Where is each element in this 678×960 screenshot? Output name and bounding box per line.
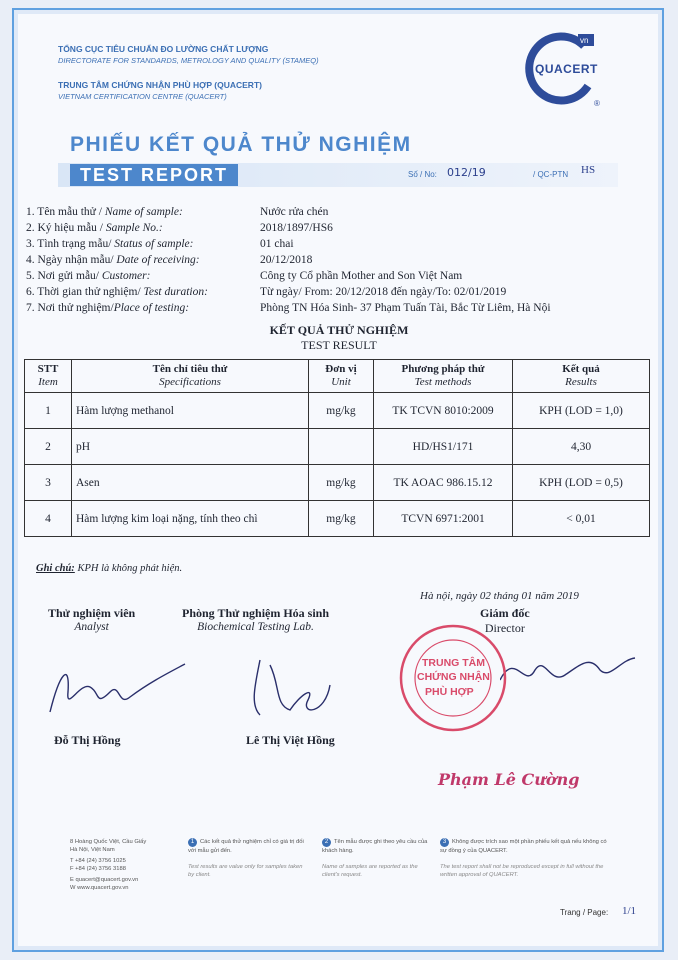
- col-unit-header: Đơn vị Unit: [309, 360, 374, 393]
- title-en: TEST REPORT: [70, 164, 238, 186]
- note: Ghi chú: KPH là không phát hiện.: [36, 563, 183, 574]
- report-no-label: Số / No:: [408, 170, 437, 179]
- info-value: Nước rửa chén: [260, 206, 329, 218]
- result-title-vn: KẾT QUẢ THỬ NGHIỆM: [269, 323, 409, 337]
- info-value: Công ty Cổ phần Mother and Son Việt Nam: [260, 270, 463, 282]
- analyst-title: Thử nghiệm viên Analyst: [48, 606, 136, 633]
- table-row: 3 Asen mg/kg TK AOAC 986.15.12 KPH (LOD = 0,5): [25, 465, 650, 501]
- footer-note-3: 3 Không được trích sao một phần phiếu kết quả nếu không có sự đồng ý của QUACERT. The test report shall not be reproduced except in full without the written approval of QUACERT.: [440, 839, 607, 878]
- footer-note-2: 2 Tên mẫu được ghi theo yêu cầu của khách hàng. Name of samples are reported as the client's request.: [322, 839, 428, 878]
- info-value: Từ ngày/ From: 20/12/2018 đến ngày/To: 02/01/2019: [260, 286, 507, 298]
- results-table: [24, 359, 650, 537]
- table-row: 2 pH HD/HS1/171 4,30: [25, 429, 650, 465]
- report-no-handwritten: HS: [581, 164, 596, 176]
- analyst-signature: [40, 652, 190, 722]
- info-value: 2018/1897/HS6: [260, 222, 333, 234]
- date-line: Hà nội, ngày 02 tháng 01 năm 2019: [420, 590, 579, 602]
- stamp-line1: TRUNG TÂM: [422, 657, 485, 669]
- stamp-line3: PHÙ HỢP: [425, 686, 474, 698]
- org-name-vn: TỔNG CỤC TIÊU CHUẨN ĐO LƯỜNG CHẤT LƯỢNG: [58, 44, 269, 54]
- centre-name-vn: TRUNG TÂM CHỨNG NHẬN PHÙ HỢP (QUACERT): [58, 80, 262, 90]
- table-header-row: [25, 360, 650, 393]
- centre-name-en: VIETNAM CERTIFICATION CENTRE (QUACERT): [58, 92, 227, 101]
- col-method-header: Phương pháp thử Test methods: [374, 360, 513, 393]
- director-name: Phạm Lê Cường: [438, 770, 580, 789]
- lab-manager-name: Lê Thị Việt Hồng: [246, 733, 335, 747]
- col-item-header: STT Item: [25, 360, 72, 393]
- title-vn: PHIẾU KẾT QUẢ THỬ NGHIỆM: [70, 133, 412, 156]
- result-title-en: TEST RESULT: [301, 338, 377, 352]
- logo-registered-mark: ®: [594, 99, 600, 108]
- analyst-name: Đỗ Thị Hồng: [54, 733, 121, 747]
- footer-note-1: 1 Các kết quả thử nghiệm chỉ có giá trị đối với mẫu gửi đến. Test results are value only for samples taken by client.: [188, 839, 304, 878]
- info-value: 20/12/2018: [260, 254, 313, 266]
- table-row: 1 Hàm lượng methanol mg/kg TK TCVN 8010:2009 KPH (LOD = 1,0): [25, 393, 650, 429]
- report-no-value: 012/19: [447, 166, 486, 179]
- logo-text: QUACERT: [535, 62, 598, 76]
- col-spec-header: Tên chỉ tiêu thử Specifications: [72, 360, 309, 393]
- stamp-line2: CHỨNG NHẬN: [417, 671, 490, 683]
- col-result-header: Kết quả Results: [513, 360, 650, 393]
- logo-sup: vn: [580, 36, 589, 45]
- org-name-en: DIRECTORATE FOR STANDARDS, METROLOGY AND QUALITY (STAMEQ): [58, 56, 319, 65]
- director-title: Giám đốc Director: [480, 606, 530, 635]
- info-value: 01 chai: [260, 238, 294, 250]
- director-signature: [500, 640, 640, 700]
- page-number: 1/1: [622, 905, 637, 917]
- footer-address: 8 Hoàng Quốc Việt, Cầu Giấy Hà Nội, Việt Nam T +84 (24) 3756 1025 F +84 (24) 3756 3188 E quacert@quacert.gov.vn W www.quacert.gov.vn: [70, 839, 147, 891]
- info-value: Phòng TN Hóa Sinh- 37 Phạm Tuấn Tài, Bắc Từ Liêm, Hà Nội: [260, 302, 551, 314]
- lab-title: Phòng Thử nghiệm Hóa sinh Biochemical Testing Lab.: [182, 606, 330, 633]
- page-label: Trang / Page:: [560, 908, 609, 917]
- lab-signature: [230, 645, 350, 725]
- report-no-suffix: / QC-PTN: [533, 170, 569, 179]
- table-row: 4 Hàm lượng kim loại nặng, tính theo chì mg/kg TCVN 6971:2001 < 0,01: [25, 501, 650, 537]
